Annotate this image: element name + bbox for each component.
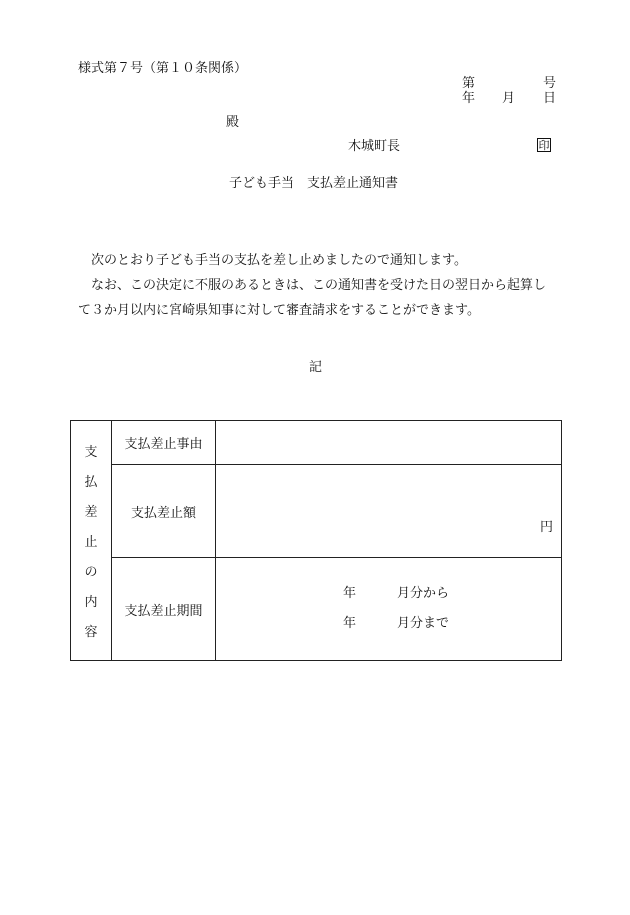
body-text bbox=[78, 248, 558, 323]
side-char: 払 bbox=[84, 475, 98, 490]
number-dai-label: 第 bbox=[462, 76, 476, 91]
reason-value bbox=[216, 421, 562, 465]
reason-label: 支払差止事由 bbox=[112, 421, 216, 465]
amount-unit: 円 bbox=[539, 520, 553, 535]
period-from-text: 月分から bbox=[397, 586, 450, 601]
document-title: 子ども手当 支払差止通知書 bbox=[229, 176, 399, 191]
side-char: 差 bbox=[84, 505, 98, 520]
issuer-name: 木城町長 bbox=[348, 139, 401, 154]
period-label: 支払差止期間 bbox=[112, 558, 216, 661]
table-row-reason bbox=[71, 421, 562, 465]
detail-table bbox=[70, 420, 562, 661]
side-char: の bbox=[84, 565, 98, 580]
ki-heading: 記 bbox=[309, 360, 323, 375]
period-to-year: 年 bbox=[343, 616, 357, 631]
side-char: 支 bbox=[84, 445, 98, 460]
body-paragraph-1: 次のとおり子ども手当の支払を差し止めましたので通知します。 bbox=[91, 253, 467, 268]
date-year-label: 年 bbox=[462, 91, 476, 106]
table-row-amount bbox=[71, 465, 562, 558]
period-from-year: 年 bbox=[343, 586, 357, 601]
amount-value bbox=[216, 465, 562, 558]
side-char: 止 bbox=[84, 535, 98, 550]
period-value bbox=[216, 558, 562, 661]
body-paragraph-2: なお、この決定に不服のあるときは、この通知書を受けた日の翌日から起算して３か月以内に宮崎県知事に対して審査請求をすることができます。 bbox=[78, 278, 547, 318]
amount-label: 支払差止額 bbox=[112, 465, 216, 558]
addressee-suffix: 殿 bbox=[226, 115, 240, 130]
side-char: 容 bbox=[84, 625, 98, 640]
period-to-text: 月分まで bbox=[397, 616, 450, 631]
side-char: 内 bbox=[84, 595, 98, 610]
form-number: 様式第７号（第１０条関係） bbox=[78, 61, 248, 76]
number-go-label: 号 bbox=[543, 76, 557, 91]
seal-mark: 印 bbox=[538, 138, 550, 152]
date-month-label: 月 bbox=[502, 91, 516, 106]
date-day-label: 日 bbox=[543, 91, 557, 106]
side-label bbox=[71, 421, 112, 661]
table-row-period bbox=[71, 558, 562, 661]
